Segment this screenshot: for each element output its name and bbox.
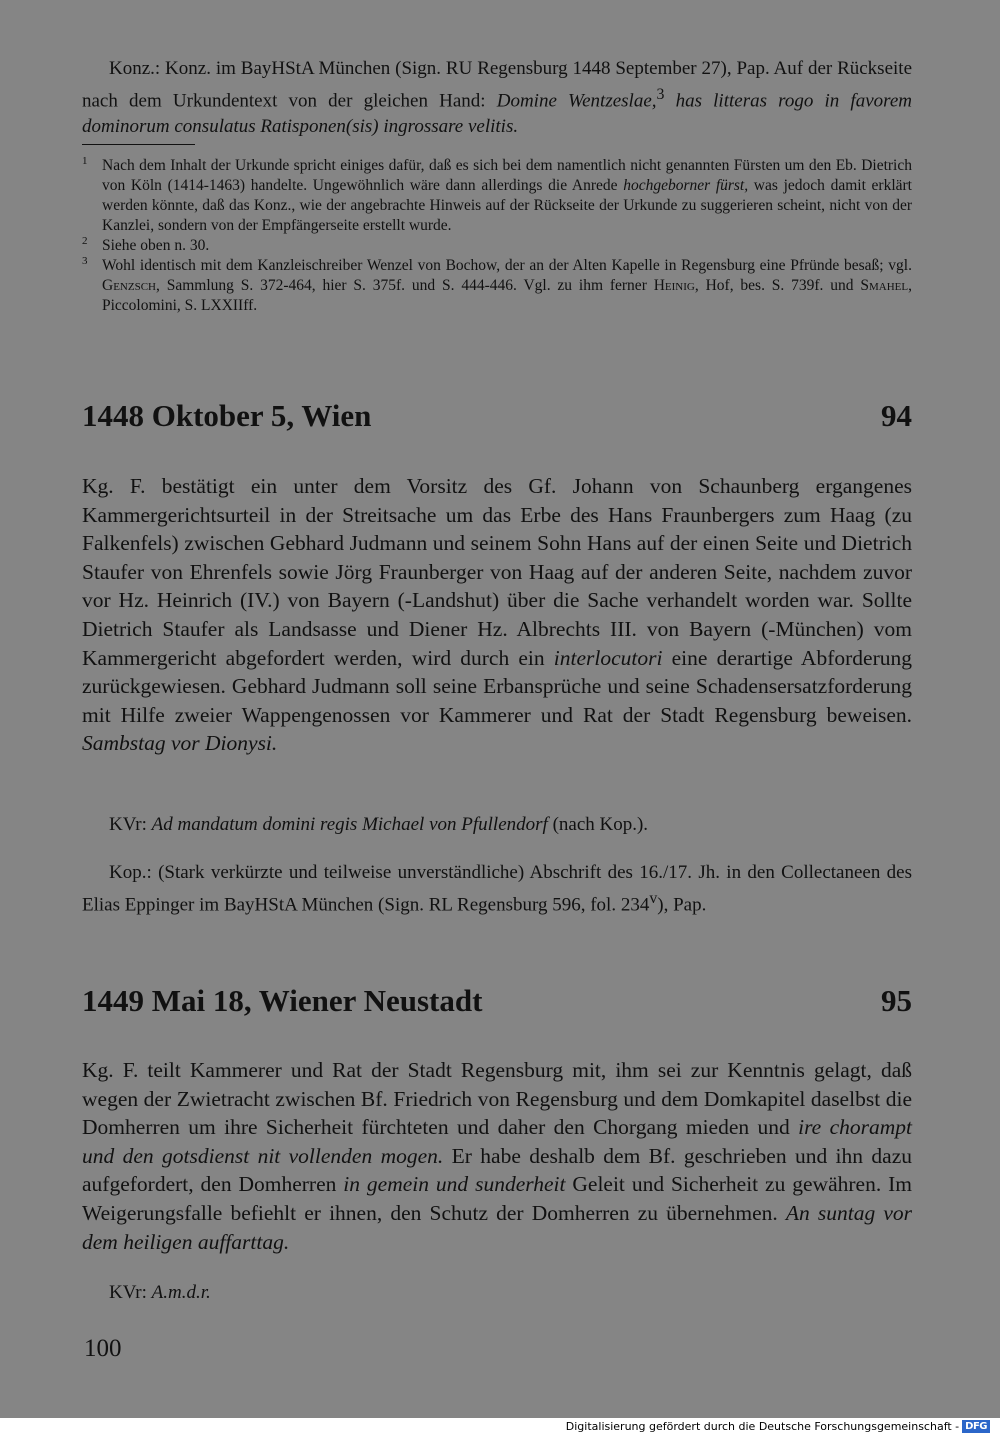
regest-text: Er habe deshalb dem Bf. geschrieben und ihn dazu aufgefordert, den Domherren (82, 1143, 912, 1197)
footnote-italic: hochgeborner fürst, (623, 177, 749, 194)
entry-number: 94 (881, 398, 912, 433)
footnote-number: 3 (82, 255, 88, 267)
footnote-text: , Hof, bes. S. 739f. und (694, 277, 861, 294)
footnotes (82, 156, 912, 316)
intro-italic-quote: has litteras rogo in favorem dominorum consulatus Ratisponen(sis) ingrossare velitis. (82, 90, 912, 138)
regest-text: eine derartige Abforderung zurückgewiesen. Gebhard Judmann soll seine Erbansprüche und seine Schadensersatzforderung mit Hilfe zweier Wappengenossen vor Kammerer und Rat der Stadt Regensburg beweisen. (82, 645, 912, 727)
regest-italic: interlocutori (553, 645, 663, 670)
regest-text: Geleit und Sicherheit zu gewähren. Im Weigerungsfalle befiehlt er ihnen, den Schutz der Domherren zu übernehmen. (82, 1172, 912, 1225)
regest-italic: in gemein und sunderheit (343, 1172, 566, 1197)
footnote-text: , Sammlung S. 372-464, hier S. 375f. und S. 444-446. Vgl. zu ihm ferner (155, 277, 654, 294)
intro-paragraph (82, 56, 912, 140)
kvr-text: (nach Kop.). (547, 814, 649, 835)
entry-95-regest (82, 1056, 912, 1256)
entry-94-kop (82, 860, 912, 918)
entry-number: 95 (881, 983, 912, 1018)
author-name: Heinig (653, 277, 695, 294)
regest-text: Kg. F. teilt Kammerer und Rat der Stadt Regensburg mit, ihm sei zur Kenntnis gelagt, daß wegen der Zwietracht zwischen Bf. Friedrich von Regensburg und dem Domkapitel daselbst die Domherren um ihre Sicherheit fürchteten und daher den Chorgang mieden und (82, 1058, 912, 1140)
author-name: Genzsch (102, 277, 156, 294)
footnote-1 (82, 156, 912, 236)
page-number: 100 (84, 1335, 122, 1362)
entry-95-kvr (82, 1280, 912, 1306)
kvr-label: KVr: (109, 1282, 152, 1303)
kop-text: Kop.: (Stark verkürzte und teilweise unverständliche) Abschrift des 16./17. Jh. in den Collectaneen des Elias Eppinger im BayHStA München (Sign. RL Regensburg 596, fol. 234 (82, 862, 912, 916)
footnote-rule (82, 144, 195, 145)
kop-text: ), Pap. (657, 894, 707, 916)
regest-italic: ire chorampt und den gotsdienst nit vollenden mogen. (82, 1115, 913, 1168)
kvr-italic: Ad mandatum domini regis Michael von Pfullendorf (151, 814, 548, 835)
entry-94-kvr (82, 812, 912, 838)
footnote-ref: 3 (656, 86, 665, 103)
entry-94-heading (82, 398, 912, 434)
footnote-3 (82, 256, 912, 316)
intro-text: Konz.: Konz. im BayHStA München (Sign. RU Regensburg 1448 September 27), Pap. Auf der Rückseite nach dem Urkundentext von der gleichen Hand: (82, 58, 912, 112)
entry-date-place: 1448 Oktober 5, Wien (82, 398, 372, 433)
footnote-number: 2 (82, 235, 88, 247)
kvr-label: KVr: (109, 814, 152, 835)
entry-95-heading (82, 983, 912, 1019)
footnote-text: Nach dem Inhalt der Urkunde spricht einiges dafür, daß es sich bei dem namentlich nicht genannten Fürsten um den Eb. Dietrich von Köln (1414-1463) handelte. Ungewöhnlich wäre dann allerdings die Anrede (102, 157, 912, 194)
footnote-number: 1 (82, 155, 88, 167)
footnote-text: Wohl identisch mit dem Kanzleischreiber Wenzel von Bochow, der an der Alten Kapelle in Regensburg eine Pfründe besaß; vgl. (102, 257, 912, 274)
author-name: Smahel (860, 277, 909, 294)
regest-dating: Sambstag vor Dionysi. (82, 731, 278, 756)
footer-credit (566, 1420, 990, 1433)
footnote-2 (82, 236, 912, 256)
footnote-text: Siehe oben n. 30. (102, 237, 210, 254)
intro-italic: Domine Wentzeslae, (496, 90, 657, 112)
footnote-text: was jedoch damit erklärt werden könnte, daß das Konz., wie der angebrachte Hinweis auf der Rückseite der Urkunde zu suggerieren scheint, nicht von der Kanzlei, sondern von der Empfängerseite erstellt wurde. (102, 177, 912, 234)
regest-text: Kg. F. bestätigt ein unter dem Vorsitz des Gf. Johann von Schaunberg ergangenes Kammergerichtsurteil in der Streitsache um das Erbe des Hans Fraunbergers zum Haag (zu Falkenfels) zwischen Gebhard Judmann und seinem Sohn Hans auf der einen Seite und Dietrich Staufer von Ehrenfels sowie Jörg Fraunberger von Haag auf der anderen Seite, nachdem zuvor vor Hz. Heinrich (IV.) von Bayern (-Landshut) über die Sache verhandelt worden war. Sollte Dietrich Staufer als Landsasse und Diener Hz. Albrechts III. von Bayern (-München) vom Kammergericht abgefordert werden, wird durch ein (82, 474, 912, 670)
entry-94-regest (82, 472, 912, 758)
kvr-italic: A.m.d.r. (151, 1282, 211, 1303)
entry-date-place: 1449 Mai 18, Wiener Neustadt (82, 983, 483, 1018)
kop-sup: v (649, 890, 658, 907)
regest-dating: An suntag vor dem heiligen auffarttag. (82, 1200, 912, 1254)
dfg-logo: DFG (962, 1420, 990, 1433)
footer-text: Digitalisierung gefördert durch die Deutsche Forschungsgemeinschaft - (565, 1420, 960, 1433)
footnote-text: , Piccolomini, S. LXXIIff. (102, 277, 912, 314)
